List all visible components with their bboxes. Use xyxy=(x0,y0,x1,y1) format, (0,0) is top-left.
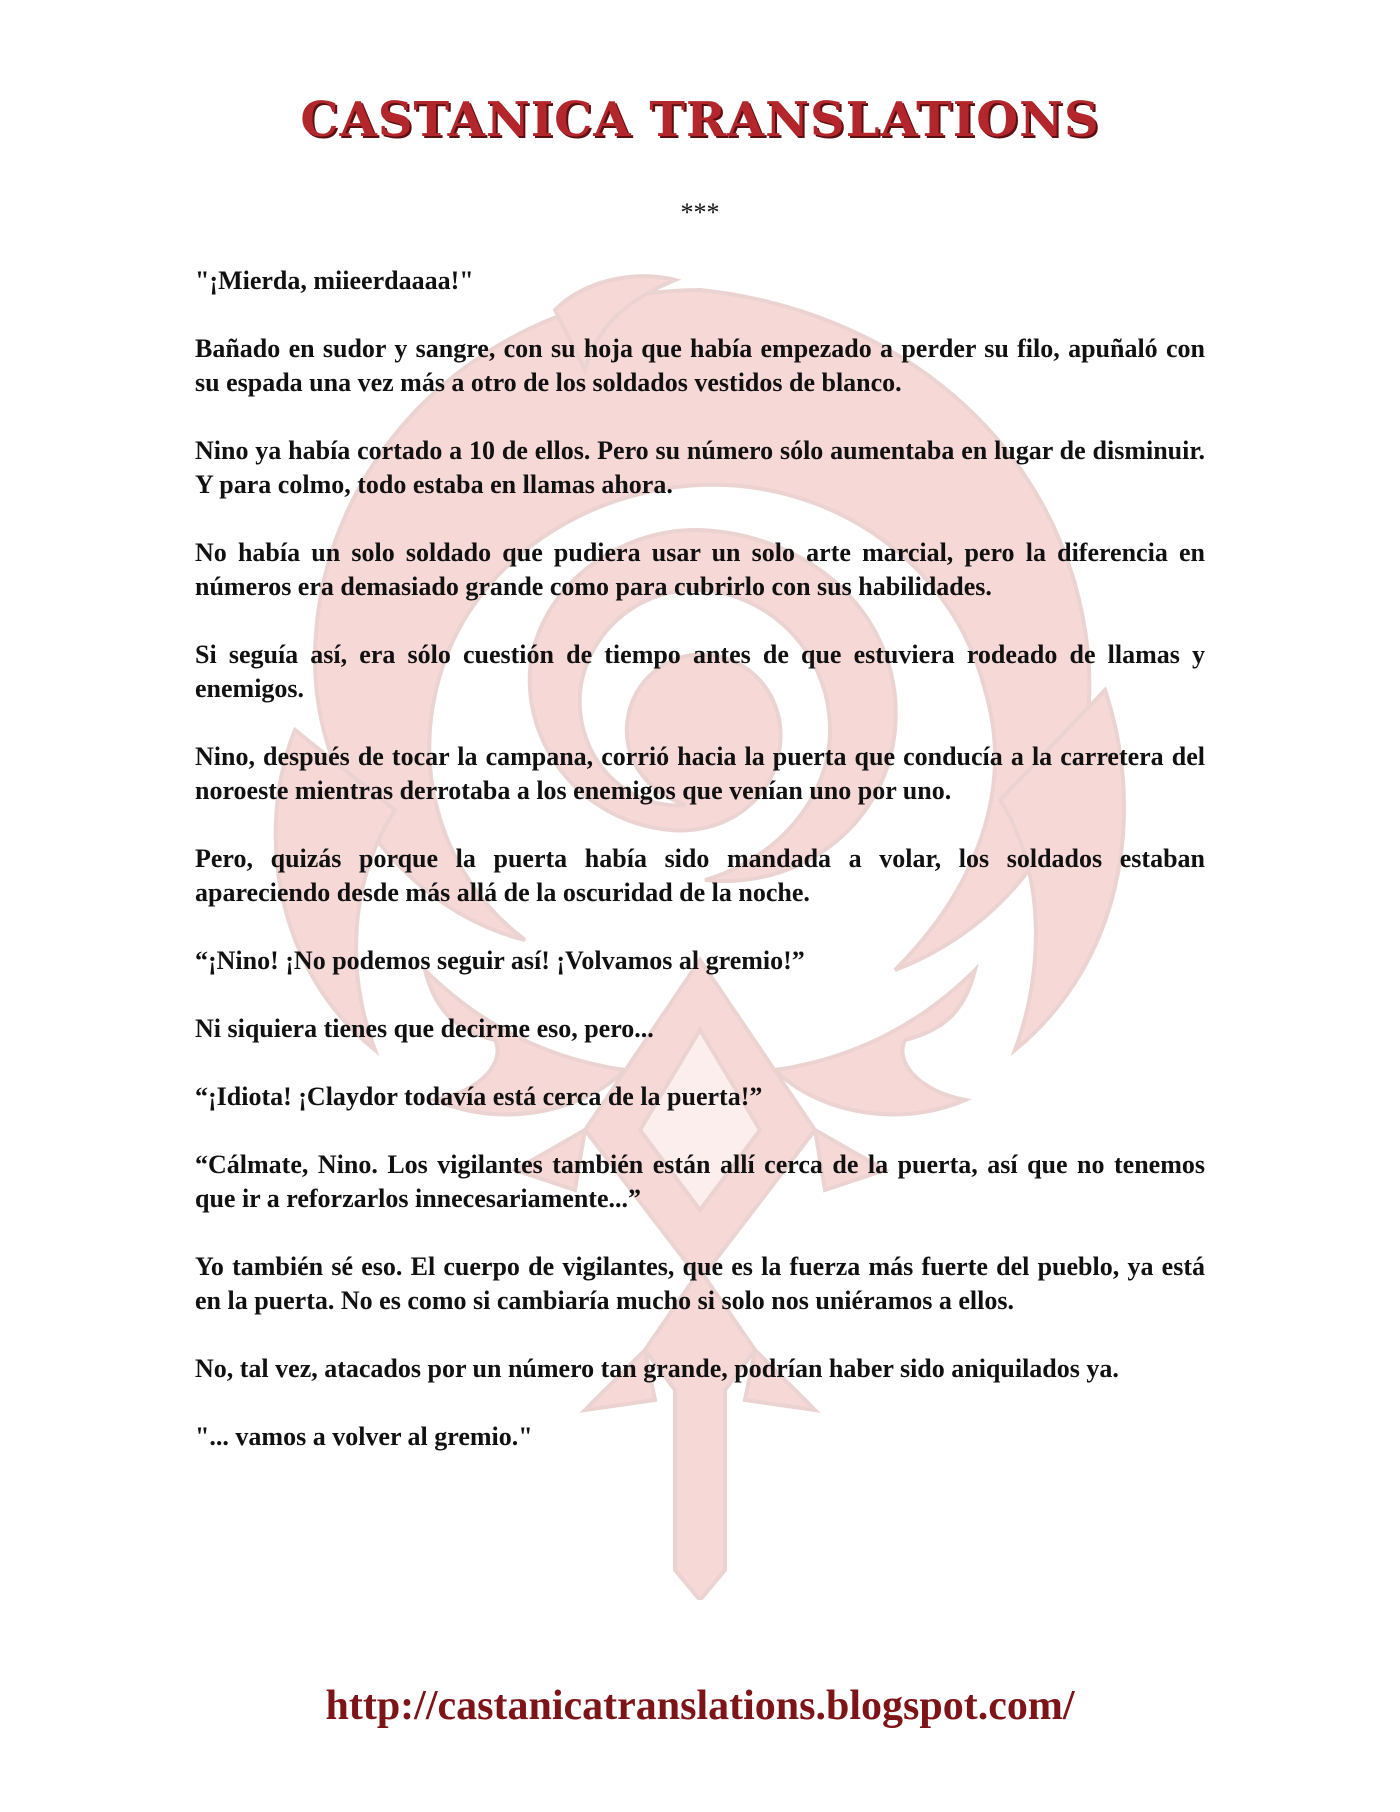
paragraph-3: Nino ya había cortado a 10 de ellos. Pero su número sólo aumentaba en lugar de disminuir. Y para colmo, todo estaba en llamas ahora. xyxy=(195,436,1205,499)
paragraph-10: “¡Idiota! ¡Claydor todavía está cerca de la puerta!” xyxy=(195,1082,763,1111)
paragraph-9: Ni siquiera tienes que decirme eso, pero... xyxy=(195,1014,654,1043)
paragraph-14: "... vamos a volver al gremio." xyxy=(195,1422,533,1451)
paragraph-1: "¡Mierda, miieerdaaaa!" xyxy=(195,266,474,295)
paragraph-6: Nino, después de tocar la campana, corrió hacia la puerta que conducía a la carretera del noroeste mientras derrotaba a los enemigos que venían uno por uno. xyxy=(195,742,1205,805)
section-separator: *** xyxy=(680,198,720,227)
paragraph-7: Pero, quizás porque la puerta había sido mandada a volar, los soldados estaban apareciendo desde más allá de la oscuridad de la noche. xyxy=(195,844,1205,907)
paragraph-12: Yo también sé eso. El cuerpo de vigilantes, que es la fuerza más fuerte del pueblo, ya está en la puerta. No es como si cambiaría mucho si solo nos uniéramos a ellos. xyxy=(195,1252,1205,1315)
document-body xyxy=(195,264,1205,1488)
paragraph-8: “¡Nino! ¡No podemos seguir así! ¡Volvamos al gremio!” xyxy=(195,946,805,975)
site-title: CASTANICA TRANSLATIONS xyxy=(300,92,1100,148)
paragraph-11: “Cálmate, Nino. Los vigilantes también están allí cerca de la puerta, así que no tenemos que ir a reforzarlos innecesariamente...” xyxy=(195,1150,1205,1213)
footer-url-link[interactable]: http://castanicatranslations.blogspot.com/ xyxy=(325,1683,1075,1729)
paragraph-13: No, tal vez, atacados por un número tan grande, podrían haber sido aniquilados ya. xyxy=(195,1354,1119,1383)
paragraph-5: Si seguía así, era sólo cuestión de tiempo antes de que estuviera rodeado de llamas y enemigos. xyxy=(195,640,1205,703)
paragraph-4: No había un solo soldado que pudiera usar un solo arte marcial, pero la diferencia en números era demasiado grande como para cubrirlo con sus habilidades. xyxy=(195,538,1205,601)
paragraph-2: Bañado en sudor y sangre, con su hoja que había empezado a perder su filo, apuñaló con su espada una vez más a otro de los soldados vestidos de blanco. xyxy=(195,334,1205,397)
